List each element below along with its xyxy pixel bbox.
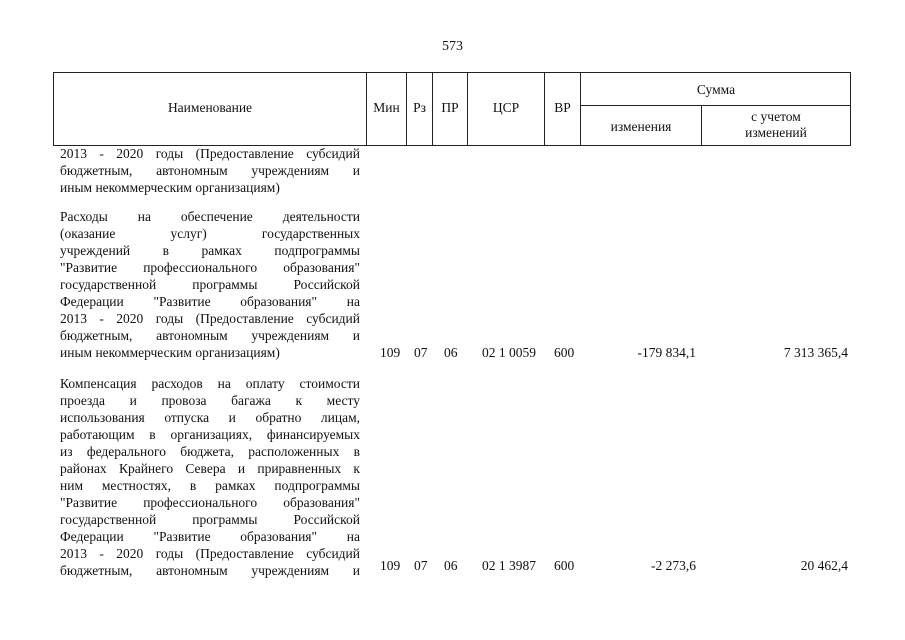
- cell-rz: 07: [414, 558, 428, 573]
- row-name-line: использования отпуска и обратно лицам,: [60, 410, 360, 425]
- page-number: 573: [442, 39, 463, 54]
- cell-min: 109: [380, 558, 401, 573]
- row-name-line: Компенсация расходов на оплату стоимости: [60, 376, 360, 391]
- cell-vr: 600: [554, 345, 575, 360]
- cell-pr: 06: [444, 345, 458, 360]
- header-rz: Рз: [413, 100, 426, 115]
- cell-csr: 02 1 0059: [482, 345, 536, 360]
- header-sum: Сумма: [696, 82, 736, 97]
- row-name-line: бюджетным, автономным учреждениям и: [60, 563, 360, 578]
- row-name-line: работающим в организациях, финансируемых: [60, 427, 360, 442]
- header-pr: ПР: [441, 100, 459, 115]
- cell-change: -179 834,1: [637, 345, 696, 360]
- header-min: Мин: [373, 100, 400, 115]
- row-name-line: государственной программы Российской: [60, 512, 360, 527]
- header-with-change-1: с учетом: [751, 109, 801, 124]
- row-name-line: "Развитие профессионального образования": [60, 260, 360, 275]
- header-with-change-2: изменений: [745, 125, 807, 140]
- row-name-line: 2013 - 2020 годы (Предоставление субсидий: [60, 311, 360, 326]
- cell-total: 7 313 365,4: [783, 345, 848, 360]
- row-name-line: 2013 - 2020 годы (Предоставление субсидий: [60, 146, 360, 161]
- row-name-line: бюджетным, автономным учреждениям и: [60, 328, 360, 343]
- row-name-line: Расходы на обеспечение деятельности: [60, 209, 360, 224]
- cell-rz: 07: [414, 345, 428, 360]
- row-name: [60, 375, 360, 579]
- row-name-line: ним местностях, в рамках подпрограммы: [60, 478, 360, 493]
- row-name-line: Федерации "Развитие образования" на: [60, 529, 360, 544]
- row-name-line: государственной программы Российской: [60, 277, 360, 292]
- row-name: [60, 145, 360, 196]
- row-name: [60, 208, 360, 361]
- row-name-line: иным некоммерческим организациям): [60, 180, 280, 195]
- cell-csr: 02 1 3987: [482, 558, 536, 573]
- row-name-line: районах Крайнего Севера и приравненных к: [60, 461, 360, 476]
- header-vr: ВР: [554, 100, 571, 115]
- row-name-line: (оказание услуг) государственных: [60, 226, 360, 241]
- cell-change: -2 273,6: [651, 558, 696, 573]
- header-csr: ЦСР: [492, 100, 520, 115]
- row-name-line: иным некоммерческим организациям): [60, 345, 280, 360]
- header-name: Наименование: [167, 100, 253, 115]
- row-name-line: проезда и провоза багажа к месту: [60, 393, 360, 408]
- table-header: [53, 72, 851, 146]
- row-name-line: из федерального бюджета, расположенных в: [60, 444, 360, 459]
- row-name-line: Федерации "Развитие образования" на: [60, 294, 360, 309]
- cell-vr: 600: [554, 558, 575, 573]
- header-change: изменения: [610, 119, 672, 134]
- cell-pr: 06: [444, 558, 458, 573]
- cell-total: 20 462,4: [800, 558, 848, 573]
- cell-min: 109: [380, 345, 401, 360]
- row-name-line: 2013 - 2020 годы (Предоставление субсидий: [60, 546, 360, 561]
- row-name-line: "Развитие профессионального образования": [60, 495, 360, 510]
- row-name-line: бюджетным, автономным учреждениям и: [60, 163, 360, 178]
- row-name-line: учреждений в рамках подпрограммы: [60, 243, 360, 258]
